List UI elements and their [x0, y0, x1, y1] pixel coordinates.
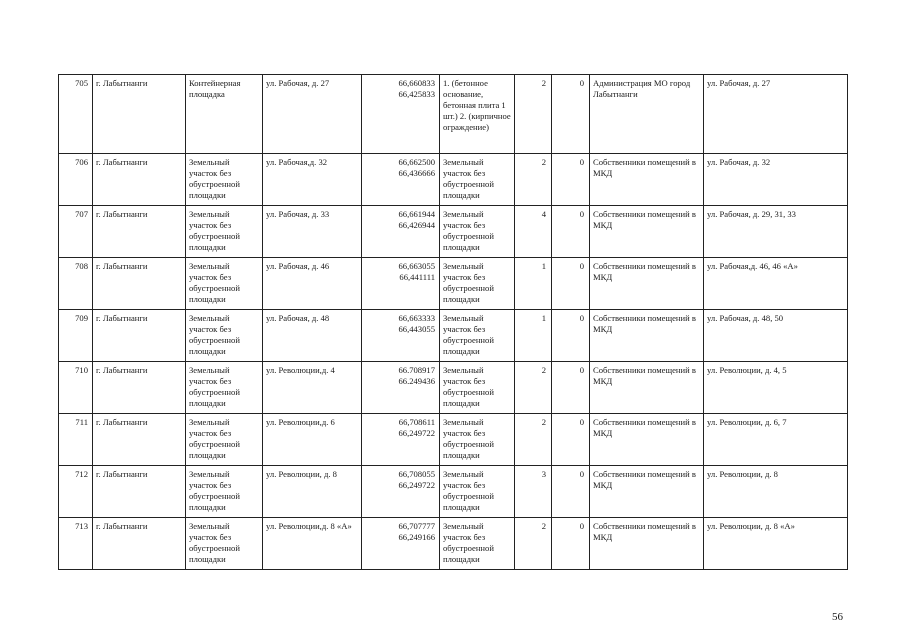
row-number-cell: 713 [59, 518, 93, 570]
address-cell: ул. Революции,д. 8 «А» [263, 518, 362, 570]
coordinates-cell [362, 518, 440, 570]
table-row [59, 362, 848, 414]
owner-cell: Администрация МО город Лабытнанги [590, 75, 704, 154]
container-count-cell: 2 [515, 154, 552, 206]
container-count-cell: 1 [515, 310, 552, 362]
city-cell: г. Лабытнанги [93, 362, 186, 414]
row-number-cell: 708 [59, 258, 93, 310]
coordinates-cell-line: 66.708917 [398, 365, 435, 375]
table-row [59, 466, 848, 518]
site-type-cell: Земельный участок без обустроенной площадки [186, 466, 263, 518]
surface-description-cell: Земельный участок без обустроенной площадки [440, 518, 515, 570]
coordinates-cell-line: 66,249722 [398, 428, 435, 438]
row-number-cell: 707 [59, 206, 93, 258]
surface-description-cell: 1. (бетонное основание, бетонная плита 1 шт.) 2. (кирпичное ограждение) [440, 75, 515, 154]
coordinates-cell [362, 206, 440, 258]
site-type-cell: Земельный участок без обустроенной площадки [186, 258, 263, 310]
owner-cell: Собственники помещений в МКД [590, 518, 704, 570]
table-row [59, 258, 848, 310]
owner-cell: Собственники помещений в МКД [590, 206, 704, 258]
address-cell: ул. Рабочая, д. 48 [263, 310, 362, 362]
served-addresses-cell: ул. Революции, д. 4, 5 [704, 362, 848, 414]
container-count-cell: 2 [515, 518, 552, 570]
planned-count-cell: 0 [552, 75, 590, 154]
surface-description-cell: Земельный участок без обустроенной площадки [440, 310, 515, 362]
coordinates-cell-line: 66,436666 [398, 168, 435, 178]
served-addresses-cell: ул. Рабочая,д. 46, 46 «А» [704, 258, 848, 310]
container-count-cell: 2 [515, 362, 552, 414]
address-cell: ул. Революции,д. 6 [263, 414, 362, 466]
coordinates-cell-line: 66,707777 [398, 521, 435, 531]
planned-count-cell: 0 [552, 154, 590, 206]
page-number: 56 [832, 611, 843, 623]
row-number-cell: 710 [59, 362, 93, 414]
coordinates-cell-line: 66,660833 [398, 78, 435, 88]
owner-cell: Собственники помещений в МКД [590, 310, 704, 362]
site-type-cell: Контейнерная площадка [186, 75, 263, 154]
city-cell: г. Лабытнанги [93, 154, 186, 206]
owner-cell: Собственники помещений в МКД [590, 466, 704, 518]
address-cell: ул. Рабочая, д. 33 [263, 206, 362, 258]
table-body [59, 75, 848, 570]
city-cell: г. Лабытнанги [93, 518, 186, 570]
planned-count-cell: 0 [552, 258, 590, 310]
city-cell: г. Лабытнанги [93, 414, 186, 466]
coordinates-cell-line: 66,663055 [398, 261, 435, 271]
coordinates-cell-line: 66,426944 [398, 220, 435, 230]
coordinates-cell-line: 66.249436 [398, 376, 435, 386]
coordinates-cell-line: 66,663333 [398, 313, 435, 323]
table-row [59, 414, 848, 466]
city-cell: г. Лабытнанги [93, 206, 186, 258]
coordinates-cell [362, 75, 440, 154]
city-cell: г. Лабытнанги [93, 258, 186, 310]
site-type-cell: Земельный участок без обустроенной площадки [186, 518, 263, 570]
row-number-cell: 711 [59, 414, 93, 466]
container-count-cell: 1 [515, 258, 552, 310]
coordinates-cell [362, 154, 440, 206]
served-addresses-cell: ул. Революции, д. 8 [704, 466, 848, 518]
coordinates-cell [362, 466, 440, 518]
planned-count-cell: 0 [552, 414, 590, 466]
site-type-cell: Земельный участок без обустроенной площадки [186, 414, 263, 466]
planned-count-cell: 0 [552, 518, 590, 570]
planned-count-cell: 0 [552, 466, 590, 518]
owner-cell: Собственники помещений в МКД [590, 258, 704, 310]
surface-description-cell: Земельный участок без обустроенной площадки [440, 414, 515, 466]
table-row [59, 154, 848, 206]
served-addresses-cell: ул. Рабочая, д. 27 [704, 75, 848, 154]
row-number-cell: 709 [59, 310, 93, 362]
row-number-cell: 712 [59, 466, 93, 518]
site-type-cell: Земельный участок без обустроенной площадки [186, 206, 263, 258]
coordinates-cell [362, 310, 440, 362]
surface-description-cell: Земельный участок без обустроенной площадки [440, 206, 515, 258]
site-type-cell: Земельный участок без обустроенной площадки [186, 154, 263, 206]
surface-description-cell: Земельный участок без обустроенной площадки [440, 466, 515, 518]
container-count-cell: 4 [515, 206, 552, 258]
served-addresses-cell: ул. Рабочая, д. 32 [704, 154, 848, 206]
address-cell: ул. Рабочая,д. 32 [263, 154, 362, 206]
coordinates-cell-line: 66,662500 [398, 157, 435, 167]
served-addresses-cell: ул. Революции, д. 8 «А» [704, 518, 848, 570]
container-count-cell: 2 [515, 75, 552, 154]
address-cell: ул. Рабочая, д. 27 [263, 75, 362, 154]
surface-description-cell: Земельный участок без обустроенной площадки [440, 154, 515, 206]
city-cell: г. Лабытнанги [93, 466, 186, 518]
container-count-cell: 3 [515, 466, 552, 518]
coordinates-cell [362, 362, 440, 414]
surface-description-cell: Земельный участок без обустроенной площадки [440, 362, 515, 414]
coordinates-cell-line: 66,708611 [398, 417, 435, 427]
city-cell: г. Лабытнанги [93, 310, 186, 362]
container-count-cell: 2 [515, 414, 552, 466]
site-type-cell: Земельный участок без обустроенной площадки [186, 362, 263, 414]
planned-count-cell: 0 [552, 362, 590, 414]
row-number-cell: 706 [59, 154, 93, 206]
coordinates-cell [362, 258, 440, 310]
coordinates-cell-line: 66,425833 [398, 89, 435, 99]
owner-cell: Собственники помещений в МКД [590, 414, 704, 466]
city-cell: г. Лабытнанги [93, 75, 186, 154]
owner-cell: Собственники помещений в МКД [590, 154, 704, 206]
site-type-cell: Земельный участок без обустроенной площадки [186, 310, 263, 362]
coordinates-cell-line: 66,249722 [398, 480, 435, 490]
coordinates-cell [362, 414, 440, 466]
coordinates-cell-line: 66,708055 [398, 469, 435, 479]
coordinates-cell-line: 66,661944 [398, 209, 435, 219]
table-row [59, 75, 848, 154]
table-row [59, 310, 848, 362]
planned-count-cell: 0 [552, 206, 590, 258]
address-cell: ул. Рабочая, д. 46 [263, 258, 362, 310]
surface-description-cell: Земельный участок без обустроенной площадки [440, 258, 515, 310]
served-addresses-cell: ул. Революции, д. 6, 7 [704, 414, 848, 466]
container-sites-table [58, 74, 848, 570]
coordinates-cell-line: 66,441111 [399, 272, 435, 282]
address-cell: ул. Революции,д. 4 [263, 362, 362, 414]
owner-cell: Собственники помещений в МКД [590, 362, 704, 414]
table-row [59, 206, 848, 258]
served-addresses-cell: ул. Рабочая, д. 48, 50 [704, 310, 848, 362]
registry-table-wrapper [58, 74, 847, 570]
coordinates-cell-line: 66,249166 [398, 532, 435, 542]
row-number-cell: 705 [59, 75, 93, 154]
planned-count-cell: 0 [552, 310, 590, 362]
served-addresses-cell: ул. Рабочая, д. 29, 31, 33 [704, 206, 848, 258]
table-row [59, 518, 848, 570]
address-cell: ул. Революции, д. 8 [263, 466, 362, 518]
coordinates-cell-line: 66,443055 [398, 324, 435, 334]
